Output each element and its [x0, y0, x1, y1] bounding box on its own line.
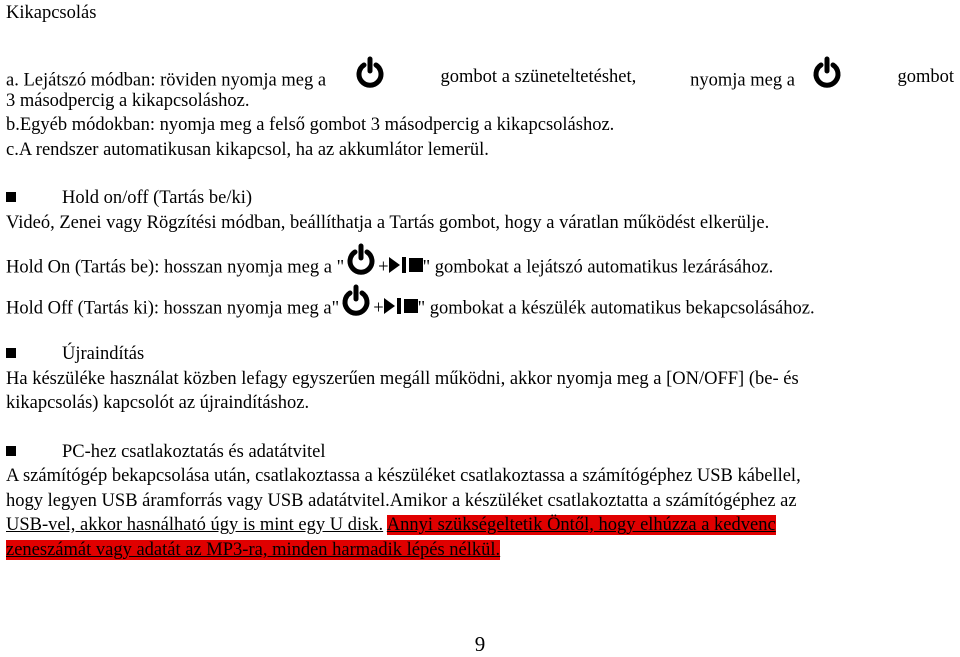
hold-off-line: Hold Off (Tartás ki): hosszan nyomja meg a" + " gombokat a készülék automatikus bekapcsolásához.	[6, 294, 815, 324]
pc-line3	[6, 514, 776, 536]
pc-heading: PC-hez csatlakoztatás és adatátvitel	[6, 441, 326, 463]
play-pause-icon	[389, 257, 423, 273]
off-a-part4: gombot	[897, 67, 954, 87]
hold-heading: Hold on/off (Tartás be/ki)	[6, 187, 252, 209]
off-a-part3: nyomja meg a	[690, 70, 795, 91]
pc-line3-plain: USB-vel, akkor hasnálható úgy is mint egy U disk.	[6, 515, 384, 535]
square-bullet-icon	[6, 446, 16, 456]
power-icon	[810, 56, 844, 86]
reset-line2: kikapcsolás) kapcsolót az újraindításhoz.	[6, 393, 310, 413]
power-icon	[353, 56, 387, 86]
off-line-c: c.A rendszer automatikusan kikapcsol, ha az akkumlátor lemerül.	[6, 140, 489, 160]
off-line-b: b.Egyéb módokban: nyomja meg a felső gombot 3 másodpercig a kikapcsoláshoz.	[6, 115, 615, 135]
square-bullet-icon	[6, 348, 16, 358]
off-a-part1: a. Lejátszó módban: röviden nyomja meg a	[6, 70, 327, 91]
pc-line2: hogy legyen USB áramforrás vagy USB adatátvitel.Amikor a készüléket csatlakoztatta a számítógéphez az	[6, 491, 797, 511]
reset-line1: Ha készüléke használat közben lefagy egyszerűen megáll működni, akkor nyomja meg a [ON/OFF] (be- és	[6, 369, 799, 389]
reset-heading: Újraindítás	[6, 343, 144, 365]
pc-line4	[6, 539, 500, 561]
hold-on-line: Hold On (Tartás be): hosszan nyomja meg a " + " gombokat a lejátszó automatikus lezárásához.	[6, 253, 773, 283]
page-title: Kikapcsolás	[6, 3, 97, 23]
page-number: 9	[474, 632, 486, 656]
play-pause-icon	[384, 298, 418, 314]
hold-text: Videó, Zenei vagy Rögzítési módban, beállíthatja a Tartás gombot, hogy a váratlan működést elkerülje.	[6, 213, 770, 233]
off-line-a2: 3 másodpercig a kikapcsoláshoz.	[6, 91, 250, 111]
power-icon	[344, 243, 378, 273]
pc-line3-highlight: Annyi szükségeltetik Öntől, hogy elhúzza a kedvenc	[386, 515, 776, 535]
pc-line4-highlight: zeneszámát vagy adatát az MP3-ra, minden harmadik lépés nélkül.	[6, 540, 501, 560]
off-a-part2: gombot a szüneteltetéshet,	[440, 67, 637, 87]
power-icon	[339, 284, 373, 314]
pc-line1: A számítógép bekapcsolása után, csatlakoztassa a készüléket csatlakoztassa a számítógéphez USB kábellel,	[6, 466, 801, 486]
square-bullet-icon	[6, 192, 16, 202]
